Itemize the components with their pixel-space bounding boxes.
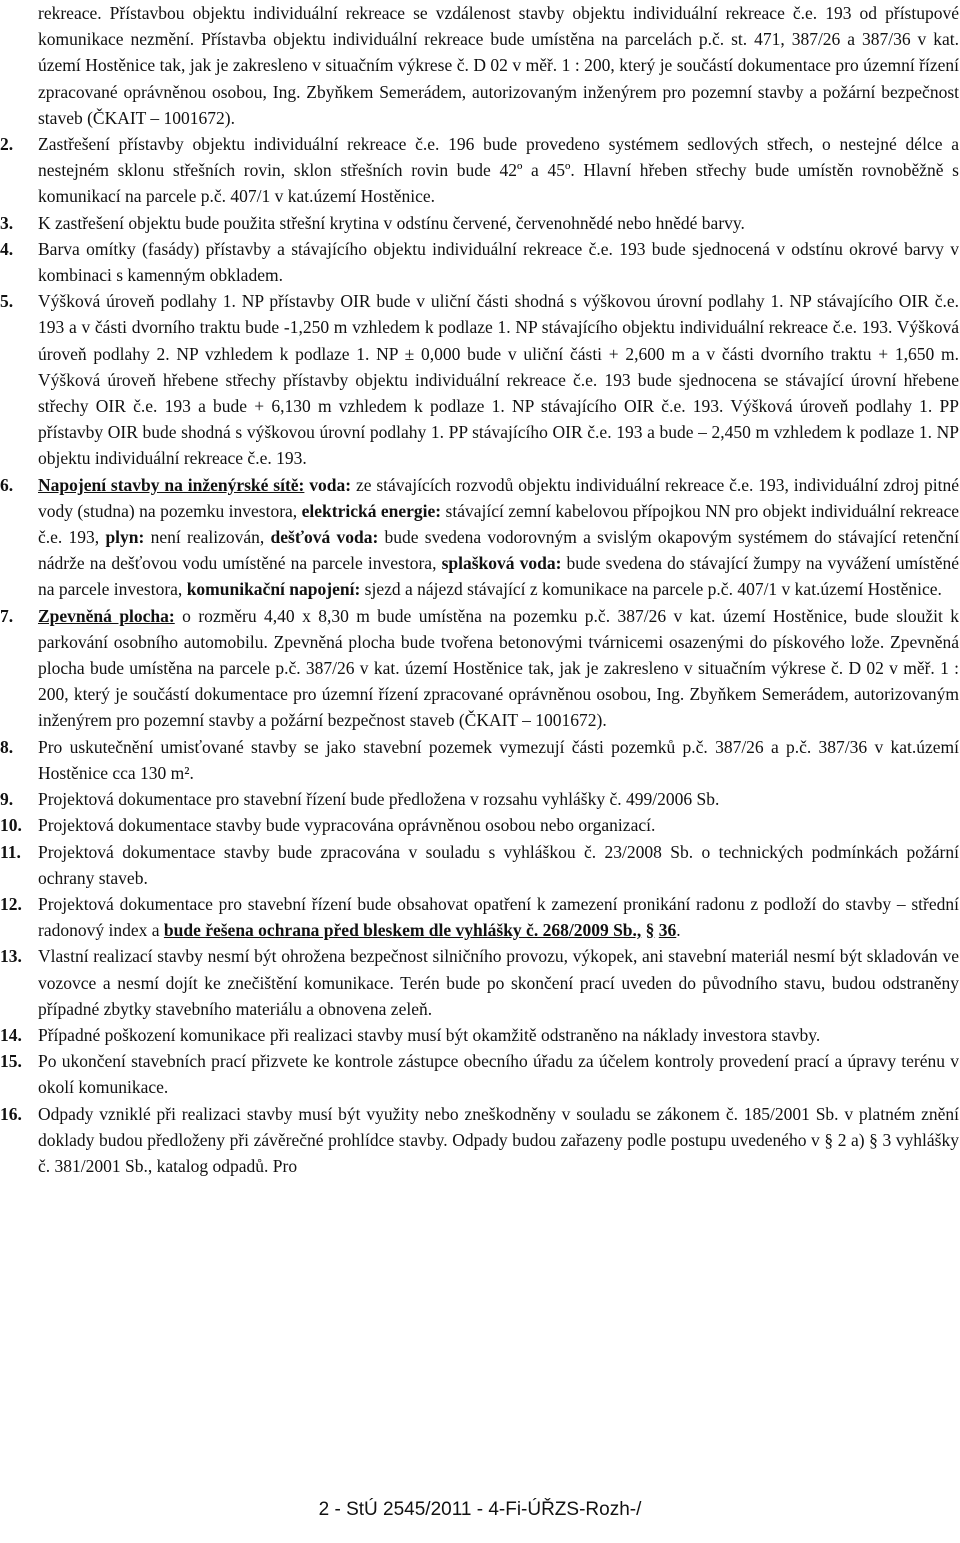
item-text: Pro uskutečnění umisťované stavby se jako stavební pozemek vymezují části pozemků p.č. 387/26 a p.č. 387/36 v kat.území Hostěnice cca 130 m². <box>38 736 959 783</box>
item-number: 16. <box>0 1103 22 1124</box>
list-item <box>0 891 959 943</box>
list-item <box>0 288 959 471</box>
item-number: 5. <box>0 291 14 312</box>
intro-paragraph: rekreace. Přístavbou objektu individuální rekreace se vzdálenost stavby objektu individuální rekreace č.e. 193 od přístupové komunikace nezmění. Přístavba objektu individuální rekreace bude umístěna na parcelách p.č. st. 471, 387/26 a 387/36 v kat. území Hostěnice tak, jak je zakresleno v situačním výkrese č. D 02 v měř. 1 : 200, který je součástí dokumentace pro územní řízení zpracované oprávněnou osobou, Ing. Zbyňkem Semerádem, autorizovaným inženýrem pro pozemní stavby a požární bezpečnost staveb (ČKAIT – 1001672). <box>38 3 959 128</box>
item-text: Po ukončení stavebních prací přizvete ke kontrole zástupce obecního úřadu za účelem kontroly provedení prací a úpravy terénu v okolí komunikace. <box>38 1051 959 1098</box>
item-number: 8. <box>0 736 14 757</box>
list-item <box>0 786 959 812</box>
item-text: Odpady vzniklé při realizaci stavby musí být využity nebo zneškodněny v souladu se zákonem č. 185/2001 Sb. v platném znění doklady budou předloženy při závěrečné prohlídce stavby. Odpady budou zařazeny podle postupu uvedeného v § 2 a) § 3 vyhlášky č. 381/2001 Sb., katalog odpadů. Pro <box>38 1103 959 1176</box>
item-number: 12. <box>0 893 22 914</box>
utilities-heading: Napojení stavby na inženýrské sítě: <box>38 474 305 495</box>
section-symbol: § <box>645 920 655 941</box>
paved-area-text: o rozměru 4,40 x 8,30 m bude umístěna na pozemku p.č. 387/26 v kat. území Hostěnice, bude sloužit k parkování osobního automobilu. Zpevněná plocha bude tvořena betonovými tvárnicemi osazenými do pískového lože. Zpevněná plocha bude umístěna na parcele p.č. 387/26 v kat. území Hostěnice tak, jak je zakresleno v situačním výkrese č. D 02 v měř. 1 : 200, který je součástí dokumentace pro územní řízení zpracované oprávněnou osobou, Ing. Zbyňkem Semerádem, autorizovaným inženýrem pro pozemní stavby a požární bezpečnost staveb (ČKAIT – 1001672). <box>38 605 960 731</box>
rainwater-label: dešťová voda: <box>270 527 379 548</box>
section-number: 36 <box>658 920 677 941</box>
rainwater-text: bude svedena vodorovným a svislým okapovým systémem do stávající retenční nádrže na dešťovou vodu umístěné na parcele investora, <box>38 527 959 574</box>
list-item <box>0 472 960 603</box>
list-item <box>0 210 959 236</box>
item-number: 11. <box>0 841 21 862</box>
electricity-text: stávající zemní kabelovou přípojkou NN pro objekt individuální rekreace č.e. 193, <box>38 500 960 548</box>
sewage-text: bude svedena do stávající žumpy na vyvážení umístěné na parcele investora, <box>38 553 959 600</box>
item-text: Případné poškození komunikace při realizaci stavby musí být okamžitě odstraněno na náklady investora stavby. <box>38 1024 821 1045</box>
item-number: 15. <box>0 1051 22 1072</box>
road-access-text: sjezd a nájezd stávající z komunikace na parcele p.č. 407/1 v kat.území Hostěnice. <box>364 579 942 600</box>
item-text-radon <box>38 891 959 943</box>
item-number: 10. <box>0 815 22 836</box>
item-number: 3. <box>0 212 14 233</box>
gas-text: není realizován, <box>150 527 265 548</box>
list-item <box>0 1048 959 1100</box>
list-item <box>0 812 959 838</box>
conditions-list <box>0 131 960 1179</box>
item-text: Projektová dokumentace stavby bude zpracována v souladu s vyhláškou č. 23/2008 Sb. o technických podmínkách požární ochrany staveb. <box>38 841 959 888</box>
item-number: 13. <box>0 946 22 967</box>
electricity-label: elektrická energie: <box>301 500 442 521</box>
item-text: Zastřešení přístavby objektu individuální rekreace č.e. 196 bude provedeno systémem sedlových střech, o nestejné délce a nestejném sklonu střešních rovin, sklon střešních rovin bude 42º a 45º. Hlavní hřeben střechy bude umístěn rovnoběžně s komunikací na parcele p.č. 407/1 v kat.území Hostěnice. <box>38 134 959 207</box>
item-number: 7. <box>0 605 14 626</box>
item-text: K zastřešení objektu bude použita střešní krytina v odstínu červené, červenohnědé nebo hnědé barvy. <box>38 212 745 233</box>
item-number: 6. <box>0 474 14 495</box>
item-number: 2. <box>0 134 14 155</box>
paved-area-heading: Zpevněná plocha: <box>38 605 175 626</box>
list-item <box>0 839 959 891</box>
item-number: 9. <box>0 789 14 810</box>
gas-label: plyn: <box>105 527 145 548</box>
list-item <box>0 1022 959 1048</box>
lightning-protection-text: bude řešena ochrana před bleskem dle vyhlášky č. 268/2009 Sb., <box>163 920 642 941</box>
page-footer: 2 - StÚ 2545/2011 - 4-Fi-ÚŘZS-Rozh-/ <box>318 1499 642 1520</box>
item-text: Barva omítky (fasády) přístavby a stávajícího objektu individuální rekreace č.e. 193 bude sjednocená v odstínu okrové barvy v kombinaci s kamenným obkladem. <box>38 238 959 286</box>
list-item <box>0 236 959 288</box>
item-text-paved-area <box>38 603 959 734</box>
radon-tail: . <box>676 920 681 941</box>
item-text: Projektová dokumentace pro stavební řízení bude předložena v rozsahu vyhlášky č. 499/2006 Sb. <box>38 789 720 810</box>
list-item <box>0 943 959 1022</box>
list-item <box>0 734 959 786</box>
item-number: 4. <box>0 238 14 259</box>
sewage-label: splašková voda: <box>441 553 562 574</box>
water-label: voda: <box>309 474 352 495</box>
item-text: Vlastní realizací stavby nesmí být ohrožena bezpečnost silničního provozu, výkopek, ani stavební materiál nesmí být skladován ve vozovce a nesmí dojít ke znečištění komunikace. Terén bude po skončení prací uveden do původního stavu, budou odstraněny případné zbytky stavebního materiálu a obnovena zeleň. <box>38 946 959 1019</box>
list-item <box>0 603 960 734</box>
road-access-label: komunikační napojení: <box>186 579 361 600</box>
item-number: 14. <box>0 1024 22 1045</box>
item-text-utilities <box>38 472 959 603</box>
list-item <box>0 131 959 210</box>
item-text: Projektová dokumentace stavby bude vypracována oprávněnou osobou nebo organizací. <box>38 815 656 836</box>
item-text: Výšková úroveň podlahy 1. NP přístavby OIR bude v uliční části shodná s výškovou úrovní podlahy 1. NP stávajícího OIR č.e. 193 a v části dvorního traktu bude -1,250 m vzhledem k podlaze 1. NP stávajícího objektu individuální rekreace č.e. 193. Výšková úroveň podlahy 2. NP vzhledem k podlaze 1. NP ± 0,000 bude v uliční části + 2,600 m a v části dvorního traktu + 1,650 m. Výšková úroveň hřebene střechy přístavby objektu individuální rekreace č.e. 193 bude sjednocena se stávající úrovní hřebene střechy OIR č.e. 193 a bude + 6,130 m vzhledem k podlaze 1. NP stávajícího OIR č.e. 193. Výšková úroveň podlahy 1. PP přístavby OIR bude shodná s výškovou úrovní podlahy 1. PP stávajícího OIR č.e. 193 a bude – 2,450 m vzhledem k podlaze 1. NP objektu individuální rekreace č.e. 193. <box>38 291 959 469</box>
water-text: ze stávajících rozvodů objektu individuální rekreace č.e. 193, individuální zdroj pitné vody (studna) na pozemku investora, <box>38 474 960 521</box>
list-item <box>0 1101 959 1180</box>
radon-text: Projektová dokumentace pro stavební řízení bude obsahovat opatření k zamezení pronikání radonu z podloží do stavby – střední radonový index a <box>38 893 959 941</box>
